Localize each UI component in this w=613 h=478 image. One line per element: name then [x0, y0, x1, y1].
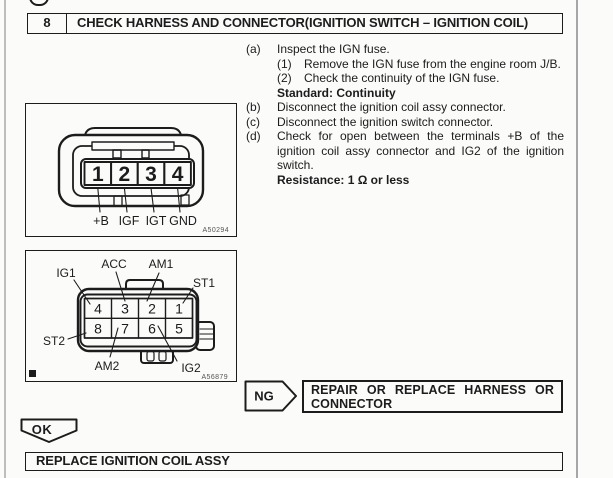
- ng-branch-arrow: [244, 380, 298, 412]
- page-cut-mark: [29, 0, 49, 6]
- step-marker: (d): [246, 129, 261, 143]
- terminal-label-ig2: IG2: [181, 361, 201, 375]
- terminal-label-igf: IGF: [118, 214, 140, 228]
- pin-number-1: 1: [175, 300, 183, 317]
- figure-ignition-switch-connector: [25, 250, 237, 382]
- terminal-label-st1: ST1: [192, 276, 216, 290]
- procedure-substep-2: [246, 71, 564, 86]
- substep-text: Check the continuity of the IGN fuse.: [304, 71, 500, 85]
- terminal-label-gnd: GND: [169, 214, 197, 228]
- step-title: CHECK HARNESS AND CONNECTOR(IGNITION SWITCH – IGNITION COIL): [77, 15, 529, 30]
- substep-marker: (1): [277, 56, 292, 71]
- terminal-label-igt: IGT: [145, 214, 167, 228]
- pin-number-6: 6: [148, 320, 156, 337]
- substep-text: Remove the IGN fuse from the engine room J/B.: [304, 56, 561, 71]
- spec-standard: [246, 86, 564, 101]
- procedure-step-b: [246, 100, 564, 115]
- pin-number-3: 3: [121, 300, 129, 317]
- pin-number-8: 8: [94, 320, 102, 337]
- procedure-substep-1: [246, 57, 564, 72]
- figure-code: A50294: [202, 227, 229, 234]
- procedure-step-d: [246, 129, 564, 173]
- pin-number-7: 7: [121, 320, 129, 337]
- step-text: Disconnect the ignition coil assy connector.: [277, 100, 506, 114]
- ng-label: NG: [254, 388, 274, 404]
- substep-marker: (2): [277, 71, 292, 85]
- terminal-label-b-plus: +B: [93, 214, 109, 228]
- connector-key-bar: [92, 142, 174, 150]
- pin-number-3: 3: [145, 163, 157, 186]
- step-text: Disconnect the ignition switch connector.: [277, 114, 494, 129]
- print-registration-mark: [29, 370, 36, 377]
- pin-number-1: 1: [91, 163, 104, 186]
- procedure-list: [246, 42, 564, 187]
- ng-action-box: REPAIR OR REPLACE HARNESS OR CONNECTOR: [302, 380, 563, 413]
- coil-connector-drawing: [26, 104, 236, 236]
- spec-text: Resistance: 1 Ω or less: [277, 172, 410, 187]
- spec-text: Standard: Continuity: [277, 85, 396, 100]
- step-header: [27, 13, 563, 34]
- replace-action-bar: REPLACE IGNITION COIL ASSY: [25, 452, 563, 471]
- step-text: Check for open between the terminals +B of the ignition coil assy connector and IG2 of the ignition switch.: [277, 129, 564, 172]
- spec-resistance: [246, 173, 564, 188]
- pin-number-4: 4: [94, 300, 102, 317]
- terminal-label-st2: ST2: [42, 334, 66, 348]
- step-number: 8: [28, 14, 67, 33]
- pin-number-5: 5: [175, 320, 183, 337]
- switch-connector-drawing: [26, 251, 236, 381]
- terminal-label-acc: ACC: [101, 257, 127, 271]
- step-marker: (c): [246, 114, 260, 129]
- step-marker: (a): [246, 42, 261, 56]
- step-marker: (b): [246, 100, 261, 114]
- terminal-label-am2: AM2: [94, 359, 120, 373]
- pin-number-4: 4: [171, 163, 184, 186]
- page-edge-left: [4, 0, 6, 478]
- ok-label: OK: [31, 422, 53, 437]
- figure-ignition-coil-connector: [25, 103, 237, 237]
- step-text: Inspect the IGN fuse.: [277, 42, 390, 56]
- terminal-label-am1: AM1: [148, 257, 174, 271]
- figure-code: A56879: [201, 374, 228, 381]
- pin-number-2: 2: [118, 163, 131, 186]
- terminal-label-ig1: IG1: [56, 266, 76, 280]
- procedure-step-a: [246, 42, 564, 57]
- ok-branch-arrow: [20, 418, 78, 444]
- procedure-step-c: [246, 115, 564, 130]
- page-edge-right: [576, 0, 578, 478]
- pin-number-2: 2: [148, 300, 156, 317]
